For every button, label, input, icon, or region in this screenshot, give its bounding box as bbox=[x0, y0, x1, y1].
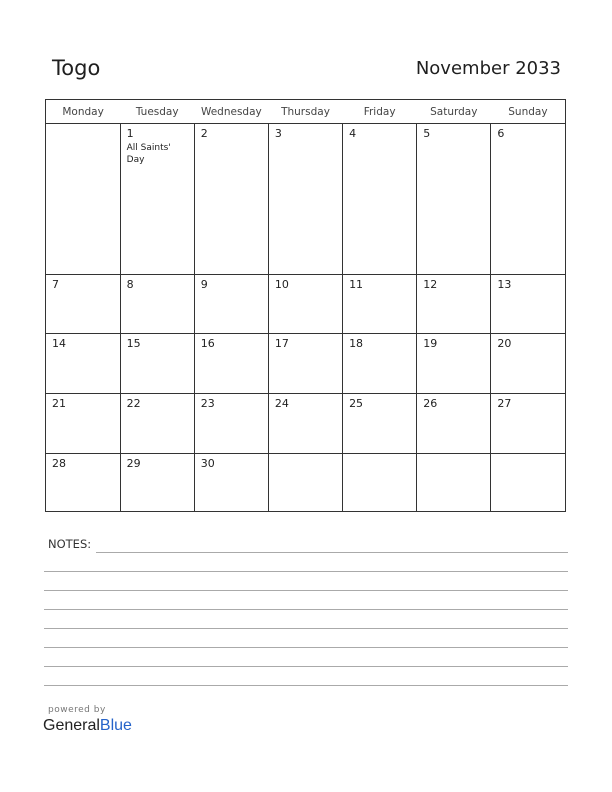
day-cell bbox=[417, 394, 491, 454]
day-number: 17 bbox=[274, 337, 289, 351]
day-cell bbox=[120, 274, 194, 334]
day-cell bbox=[491, 394, 565, 454]
day-cell bbox=[194, 394, 268, 454]
day-number: 18 bbox=[349, 337, 364, 351]
brand-general: General bbox=[43, 717, 100, 734]
day-number: 15 bbox=[126, 337, 141, 351]
day-cell bbox=[417, 334, 491, 394]
day-cell bbox=[194, 124, 268, 275]
day-cell bbox=[194, 453, 268, 511]
day-number: 30 bbox=[200, 456, 215, 470]
day-cell bbox=[343, 334, 417, 394]
weekday-header: Sunday bbox=[491, 100, 565, 124]
weekday-header: Wednesday bbox=[194, 100, 268, 124]
day-number: 28 bbox=[52, 456, 66, 470]
day-number: 11 bbox=[349, 277, 364, 291]
day-number: 6 bbox=[497, 127, 505, 140]
day-cell bbox=[268, 274, 342, 334]
day-cell bbox=[46, 274, 120, 334]
day-cell bbox=[268, 124, 342, 275]
day-cell bbox=[491, 453, 565, 511]
generalblue-logo[interactable] bbox=[43, 717, 132, 735]
day-number: 14 bbox=[52, 337, 66, 351]
day-cell bbox=[343, 274, 417, 334]
day-cell bbox=[194, 334, 268, 394]
notes-line bbox=[44, 666, 568, 667]
powered-by-text: powered by bbox=[48, 705, 106, 715]
week-row bbox=[46, 394, 565, 454]
day-number: 29 bbox=[126, 456, 141, 470]
day-number: 22 bbox=[126, 397, 141, 410]
holiday-label: All Saints' Day bbox=[126, 143, 171, 165]
day-number: 23 bbox=[200, 397, 215, 410]
week-row bbox=[46, 334, 565, 394]
day-number: 21 bbox=[52, 397, 66, 410]
day-cell bbox=[343, 453, 417, 511]
day-number: 24 bbox=[274, 397, 289, 410]
week-row bbox=[46, 274, 565, 334]
day-number: 5 bbox=[423, 127, 431, 140]
day-cell bbox=[46, 394, 120, 454]
day-number: 8 bbox=[126, 277, 134, 291]
day-number: 12 bbox=[423, 277, 438, 291]
day-cell bbox=[343, 124, 417, 275]
day-cell bbox=[120, 453, 194, 511]
brand-blue: Blue bbox=[99, 717, 132, 734]
day-cell bbox=[46, 124, 120, 275]
weekday-header-row bbox=[46, 100, 565, 124]
notes-line bbox=[44, 647, 568, 648]
day-cell bbox=[46, 334, 120, 394]
day-number: 10 bbox=[274, 277, 289, 291]
weekday-header: Monday bbox=[46, 100, 120, 124]
day-cell bbox=[491, 274, 565, 334]
day-cell bbox=[417, 453, 491, 511]
day-number: 26 bbox=[423, 397, 438, 410]
day-cell bbox=[120, 394, 194, 454]
day-number: 4 bbox=[349, 127, 357, 140]
day-number: 13 bbox=[497, 277, 512, 291]
day-number: 3 bbox=[274, 127, 282, 140]
day-cell bbox=[46, 453, 120, 511]
notes-line bbox=[44, 685, 568, 686]
weekday-header: Tuesday bbox=[120, 100, 194, 124]
day-number: 20 bbox=[497, 337, 512, 351]
notes-line bbox=[96, 552, 568, 553]
day-cell bbox=[343, 394, 417, 454]
notes-line bbox=[44, 571, 568, 572]
day-number: 9 bbox=[200, 277, 208, 291]
day-number: 1 bbox=[126, 127, 134, 140]
notes-label: NOTES: bbox=[48, 537, 92, 551]
day-cell bbox=[194, 274, 268, 334]
day-cell bbox=[417, 124, 491, 275]
week-row bbox=[46, 453, 565, 511]
day-cell bbox=[268, 453, 342, 511]
day-cell bbox=[491, 124, 565, 275]
day-cell bbox=[268, 394, 342, 454]
day-cell bbox=[417, 274, 491, 334]
weekday-header: Thursday bbox=[268, 100, 342, 124]
notes-line bbox=[44, 628, 568, 629]
day-cell bbox=[491, 334, 565, 394]
day-number: 16 bbox=[200, 337, 215, 351]
month-year-title: November 2033 bbox=[415, 58, 561, 79]
weekday-header: Friday bbox=[343, 100, 417, 124]
weekday-header: Saturday bbox=[417, 100, 491, 124]
week-row bbox=[46, 124, 565, 275]
day-number: 7 bbox=[52, 277, 59, 291]
notes-line bbox=[44, 609, 568, 610]
day-cell bbox=[268, 334, 342, 394]
day-cell bbox=[120, 124, 194, 275]
country-title: Togo bbox=[52, 56, 101, 80]
day-number: 19 bbox=[423, 337, 438, 351]
calendar-grid bbox=[45, 99, 566, 512]
notes-line bbox=[44, 590, 568, 591]
day-number: 25 bbox=[349, 397, 364, 410]
day-number: 27 bbox=[497, 397, 512, 410]
day-number: 2 bbox=[200, 127, 208, 140]
day-cell bbox=[120, 334, 194, 394]
